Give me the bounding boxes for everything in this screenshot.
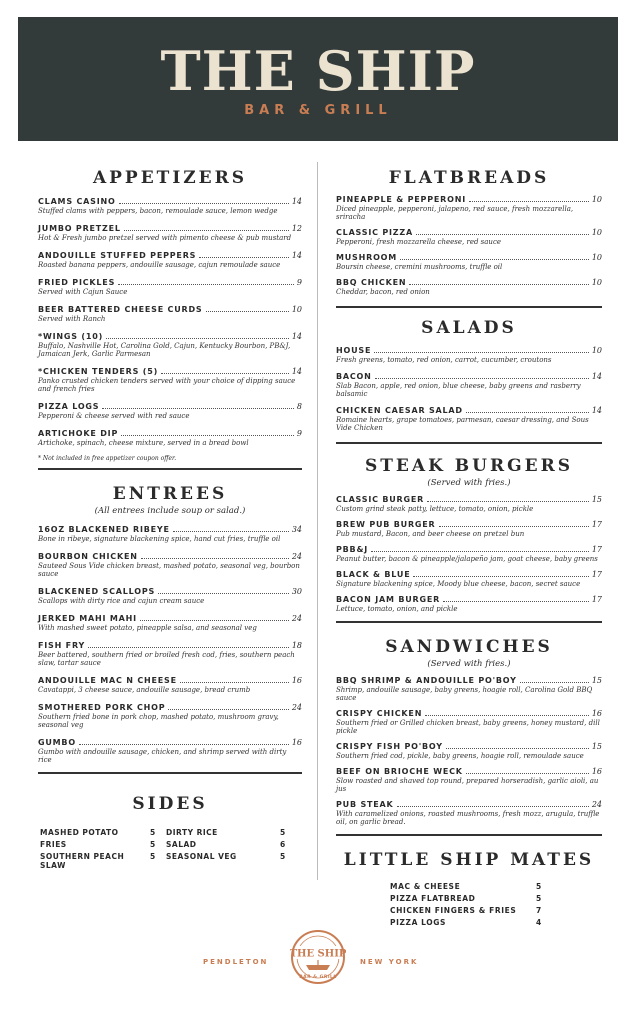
dot-leader [397,806,589,807]
list-item-name: PIZZA LOGS [390,918,447,927]
menu-item-name: BLACK & BLUE [336,570,411,579]
menu-item-name: SMOTHERED PORK CHOP [38,703,166,712]
right-column [336,167,602,927]
menu-item [336,742,602,760]
menu-item [336,545,602,563]
list-item-name: PIZZA FLATBREAD [390,894,476,903]
menu-item-description: Custom grind steak patty, lettuce, tomato, onion, pickle [336,505,534,513]
menu-item-description: Lettuce, tomato, onion, and pickle [336,605,458,613]
menu-item-price: 17 [591,520,602,529]
menu-item-name: BBQ CHICKEN [336,278,407,287]
menu-item-line [336,195,602,205]
menu-item-description: Slab Bacon, apple, red onion, blue cheese, baby greens and rasberry balsamic [336,382,581,398]
menu-item-line [38,703,302,713]
menu-item-price: 16 [291,738,302,747]
list-item-name: CHICKEN FINGERS & FRIES [390,906,517,915]
menu-item-price: 10 [591,278,602,287]
menu-item-line [38,614,302,624]
menu-item-name: BEEF ON BRIOCHE WECK [336,767,463,776]
dot-leader [427,501,589,502]
menu-item-price: 34 [291,525,302,534]
list-item-name: FRIES [40,840,67,849]
menu-item-name: PIZZA LOGS [38,402,100,411]
menu-item-name: MUSHROOM [336,253,398,262]
menu-item-price: 14 [291,251,302,260]
dot-leader [371,551,589,552]
menu-item-price: 17 [591,570,602,579]
sandwiches-section [336,637,602,836]
dot-leader [118,284,294,285]
menu-item-price: 10 [591,228,602,237]
menu-item-line [336,346,602,356]
menu-item-price: 14 [291,367,302,376]
salads-title: SALADS [421,318,517,338]
appetizers-list [38,197,302,447]
menu-item-name: FISH FRY [38,641,86,650]
list-item-price: 5 [150,840,156,849]
menu-item-name: JERKED MAHI MAHI [38,614,137,623]
menu-item-description: Slow roasted and shaved top round, prepared horseradish, garlic aioli, au jus [336,777,599,793]
menu-item [336,195,602,221]
menu-item-name: CRISPY FISH PO'BOY [336,742,443,751]
menu-item [336,228,602,246]
menu-item [38,251,302,269]
menu-item-name: PBB&J [336,545,369,554]
menu-item-name: PINEAPPLE & PEPPERONI [336,195,466,204]
menu-item-price: 16 [591,767,602,776]
menu-item-description: Gumbo with andouille sausage, chicken, and shrimp served with dirty rice [38,748,287,764]
sides-list [40,828,302,870]
menu-item-price: 16 [291,676,302,685]
menu-item-line [38,224,302,234]
section-rule [38,468,302,470]
menu-item-name: CLASSIC PIZZA [336,228,413,237]
menu-item-description: Pepperoni, fresh mozzarella cheese, red sauce [336,238,502,246]
menu-item-line [38,251,302,261]
menu-item [38,224,302,242]
dot-leader [124,230,289,231]
menu-item-description: Buffalo, Nashville Hot, Carolina Gold, Cajun, Kentucky Bourbon, PB&J, Jamaican Jerk, Garlic Parmesan [38,342,291,358]
menu-item-line [38,738,302,748]
dot-leader [141,558,289,559]
entrees-list [38,525,302,764]
menu-item [38,367,302,393]
menu-item [38,587,302,605]
menu-item [336,253,602,271]
menu-item-line [336,228,602,238]
menu-item-line [38,278,302,288]
menu-item-line [38,429,302,439]
menu-item-price: 8 [296,402,302,411]
menu-item-price: 10 [591,195,602,204]
menu-item [336,278,602,296]
menu-item-name: BACON JAM BURGER [336,595,441,604]
menu-item-description: Beer battered, southern fried or broiled fresh cod, fries, southern peach slaw, tartar sauce [38,651,295,667]
menu-item [38,197,302,215]
menu-item-name: BREW PUB BURGER [336,520,436,529]
menu-item-name: BOURBON CHICKEN [38,552,138,561]
menu-item-name: CRISPY CHICKEN [336,709,423,718]
menu-item-description: Pub mustard, Bacon, and beer cheese on pretzel bun [336,530,525,538]
dot-leader [140,620,289,621]
burgers-note: (Served with fries.) [427,478,511,488]
kids-title: LITTLE SHIP MATES [343,850,595,870]
dot-leader [413,576,588,577]
menu-item-price: 10 [291,305,302,314]
dot-leader [416,234,589,235]
dot-leader [409,284,588,285]
menu-item [336,800,602,826]
menu-item [336,520,602,538]
dot-leader [439,526,589,527]
dot-leader [466,773,589,774]
dot-leader [425,715,589,716]
list-item-price: 5 [536,894,542,903]
list-item-price: 5 [280,852,286,861]
menu-item-name: ANDOUILLE MAC N CHEESE [38,676,177,685]
menu-item-price: 30 [291,587,302,596]
menu-item-description: Shrimp, andouille sausage, baby greens, hoagie roll, Carolina Gold BBQ sauce [336,686,593,702]
dot-leader [119,203,289,204]
menu-item [336,676,602,702]
menu-item-price: 10 [591,253,602,262]
menu-item [38,641,302,667]
menu-item [38,525,302,543]
menu-item-line [38,525,302,535]
menu-item-price: 15 [591,676,602,685]
menu-item-description: Stuffed clams with peppers, bacon, remoulade sauce, lemon wedge [38,207,278,215]
menu-item-name: *CHICKEN TENDERS (5) [38,367,159,376]
menu-item-description: Fresh greens, tomato, red onion, carrot, cucumber, croutons [336,356,552,364]
flatbreads-list [336,195,602,296]
menu-item-line [336,676,602,686]
menu-item [38,703,302,729]
sides-section [38,794,302,870]
menu-item-description: Cavatappi, 3 cheese sauce, andouille sausage, bread crumb [38,686,251,694]
menu-item-name: GUMBO [38,738,76,747]
menu-item-name: ANDOUILLE STUFFED PEPPERS [38,251,197,260]
list-item-price: 5 [150,828,156,837]
menu-item-name: BLACKENED SCALLOPS [38,587,156,596]
seal-title: THE SHIP [290,948,346,960]
menu-item-price: 17 [591,595,602,604]
dot-leader [88,647,289,648]
menu-item-line [38,305,302,315]
dot-leader [180,682,289,683]
menu-item-price: 10 [591,346,602,355]
menu-item [38,305,302,323]
list-item-name: SEASONAL VEG [166,852,237,861]
menu-item-description: Romaine hearts, grape tomatoes, parmesan, caesar dressing, and Sous Vide Chicken [336,416,589,432]
appetizer-footnote: * Not included in free appetizer coupon offer. [38,455,177,462]
menu-item-price: 15 [591,495,602,504]
dot-leader [206,311,289,312]
menu-item [336,372,602,398]
menu-item-line [38,367,302,377]
menu-item-name: FRIED PICKLES [38,278,116,287]
menu-item-price: 9 [296,278,302,287]
menu-item-price: 9 [296,429,302,438]
menu-item-line [336,406,602,416]
menu-item-price: 17 [591,545,602,554]
menu-item-description: Boursin cheese, cremini mushrooms, truffle oil [336,263,503,271]
menu-item-line [336,800,602,810]
menu-item-price: 24 [591,800,602,809]
dot-leader [400,259,589,260]
dot-leader [199,257,289,258]
menu-item [336,595,602,613]
menu-item [336,709,602,735]
restaurant-subtitle: BAR & GRILL [244,103,392,118]
dot-leader [79,744,289,745]
entrees-title: ENTREES [112,484,228,504]
menu-item [38,402,302,420]
menu-item-description: Signature blackening spice, Moody blue cheese, bacon, secret sauce [336,580,581,588]
section-rule [336,306,602,308]
menu-item-price: 24 [291,614,302,623]
sandwiches-title: SANDWICHES [385,637,553,657]
restaurant-name: THE SHIP [160,39,476,103]
entrees-section [38,484,302,774]
menu-item [336,495,602,513]
dot-leader [466,412,589,413]
menu-item-price: 14 [291,332,302,341]
menu-item-description: Artichoke, spinach, cheese mixture, served in a bread bowl [38,439,249,447]
section-rule [336,442,602,444]
section-rule [336,621,602,623]
menu-item [336,767,602,793]
menu-item-line [38,402,302,412]
menu-item-line [38,676,302,686]
menu-item [38,614,302,632]
menu-item-line [336,253,602,263]
menu-item-description: Peanut butter, bacon & pineapple/jalapeño jam, goat cheese, baby greens [336,555,598,563]
menu-item-price: 14 [291,197,302,206]
list-item-price: 6 [280,840,286,849]
menu-item-line [38,197,302,207]
menu-item-name: HOUSE [336,346,372,355]
menu-item [38,738,302,764]
dot-leader [106,338,289,339]
dot-leader [446,748,589,749]
menu-item-name: 16OZ BLACKENED RIBEYE [38,525,170,534]
appetizers-title: APPETIZERS [92,168,248,188]
menu-item-description: With caramelized onions, roasted mushrooms, fresh mozz, arugula, truffle oil, on garlic bread. [336,810,600,826]
seal-subtitle: BAR & GRILL [299,975,337,980]
menu-item-description: Cheddar, bacon, red onion [336,288,430,296]
menu-item-line [336,495,602,505]
dot-leader [121,435,294,436]
list-item-name: SOUTHERN PEACH SLAW [40,852,125,870]
menu-item-price: 18 [291,641,302,650]
menu-item-description: Diced pineapple, pepperoni, jalapeno, red sauce, fresh mozzarella, sriracha [336,205,574,221]
list-item-price: 4 [536,918,542,927]
ship-seal-logo [290,929,346,985]
menu-item [38,429,302,447]
menu-item-name: PUB STEAK [336,800,394,809]
menu-item-description: Served with Cajun Sauce [38,288,128,296]
menu-item-description: Panko crusted chicken tenders served with your choice of dipping sauce and french fries [38,377,296,393]
burgers-title: STEAK BURGERS [365,456,573,476]
menu-header [18,17,618,141]
menu-item-name: BEER BATTERED CHEESE CURDS [38,305,203,314]
menu-item-name: JUMBO PRETZEL [38,224,121,233]
menu-item-line [336,767,602,777]
appetizers-section [38,168,302,470]
list-item-name: MAC & CHEESE [390,882,461,891]
menu-item-description: Bone in ribeye, signature blackening spice, hand cut fries, truffle oil [38,535,281,543]
dot-leader [173,531,289,532]
menu-item-description: Pepperoni & cheese served with red sauce [38,412,190,420]
sandwiches-list [336,676,602,826]
menu-item-price: 24 [291,703,302,712]
menu-item-price: 24 [291,552,302,561]
footer-location-city: PENDLETON [203,958,269,966]
dot-leader [469,201,589,202]
menu-item [38,676,302,694]
sandwiches-note: (Served with fries.) [427,659,511,669]
dot-leader [520,682,589,683]
menu-item-description: Sauteed Sous Vide chicken breast, mashed potato, seasonal veg, bourbon sauce [38,562,300,578]
dot-leader [168,709,288,710]
salads-list [336,346,602,432]
burgers-list [336,495,602,613]
menu-item-price: 16 [591,709,602,718]
menu-item-price: 15 [591,742,602,751]
menu-item-name: CLASSIC BURGER [336,495,425,504]
menu-item-description: Southern fried or Grilled chicken breast, baby greens, honey mustard, dill pickle [336,719,600,735]
dot-leader [375,378,589,379]
footer-location-state: NEW YORK [360,958,419,966]
menu-item-name: *WINGS (10) [38,332,104,341]
menu-item [336,346,602,364]
dot-leader [158,593,289,594]
list-item-name: SALAD [166,840,197,849]
menu-item-line [336,742,602,752]
kids-list [390,882,602,927]
menu-item-description: With mashed sweet potato, pineapple salsa, and seasonal veg [38,624,257,632]
list-item-name: MASHED POTATO [40,828,119,837]
menu-item-line [336,278,602,288]
menu-item-description: Roasted banana peppers, andouille sausage, cajun remoulade sauce [38,261,281,269]
menu-item-line [38,332,302,342]
menu-item-name: CHICKEN CAESAR SALAD [336,406,463,415]
menu-item [38,552,302,578]
menu-item-description: Served with Ranch [38,315,106,323]
menu-item-price: 12 [291,224,302,233]
menu-item-line [38,641,302,651]
menu-item-name: BBQ SHRIMP & ANDOUILLE PO'BOY [336,676,517,685]
list-item-price: 5 [150,852,156,861]
menu-item [38,278,302,296]
menu-item-line [336,520,602,530]
menu-item-line [336,595,602,605]
dot-leader [161,373,289,374]
menu-item-name: ARTICHOKE DIP [38,429,119,438]
dot-leader [374,352,589,353]
menu-item-description: Hot & Fresh jumbo pretzel served with pimento cheese & pub mustard [38,234,292,242]
menu-item-line [38,587,302,597]
menu-item-line [336,570,602,580]
section-rule [38,772,302,774]
entrees-note: (All entrees include soup or salad.) [94,506,246,516]
menu-item-price: 14 [591,406,602,415]
column-divider [317,162,318,880]
list-item-price: 5 [280,828,286,837]
menu-item-description: Southern fried bone in pork chop, mashed potato, mushroom gravy, seasonal veg [38,713,279,729]
dot-leader [443,601,589,602]
sides-title: SIDES [132,794,208,814]
kids-section [336,850,602,927]
flatbreads-section [336,168,602,308]
dot-leader [102,408,294,409]
menu-item-line [38,552,302,562]
menu-item [336,570,602,588]
menu-item-name: BACON [336,372,372,381]
list-item-price: 7 [536,906,542,915]
menu-item [38,332,302,358]
menu-item-line [336,372,602,382]
list-item-price: 5 [536,882,542,891]
flatbreads-title: FLATBREADS [388,168,550,188]
menu-item-name: CLAMS CASINO [38,197,116,206]
left-column [38,167,302,870]
menu-item-line [336,709,602,719]
section-rule [336,834,602,836]
list-item-name: DIRTY RICE [166,828,218,837]
menu-item-price: 14 [591,372,602,381]
menu-item-line [336,545,602,555]
burgers-section [336,456,602,623]
menu-item-description: Southern fried cod, pickle, baby greens, hoagie roll, remoulade sauce [336,752,584,760]
menu-item [336,406,602,432]
menu-item-description: Scallops with dirty rice and cajun cream sauce [38,597,205,605]
salads-section [336,318,602,444]
